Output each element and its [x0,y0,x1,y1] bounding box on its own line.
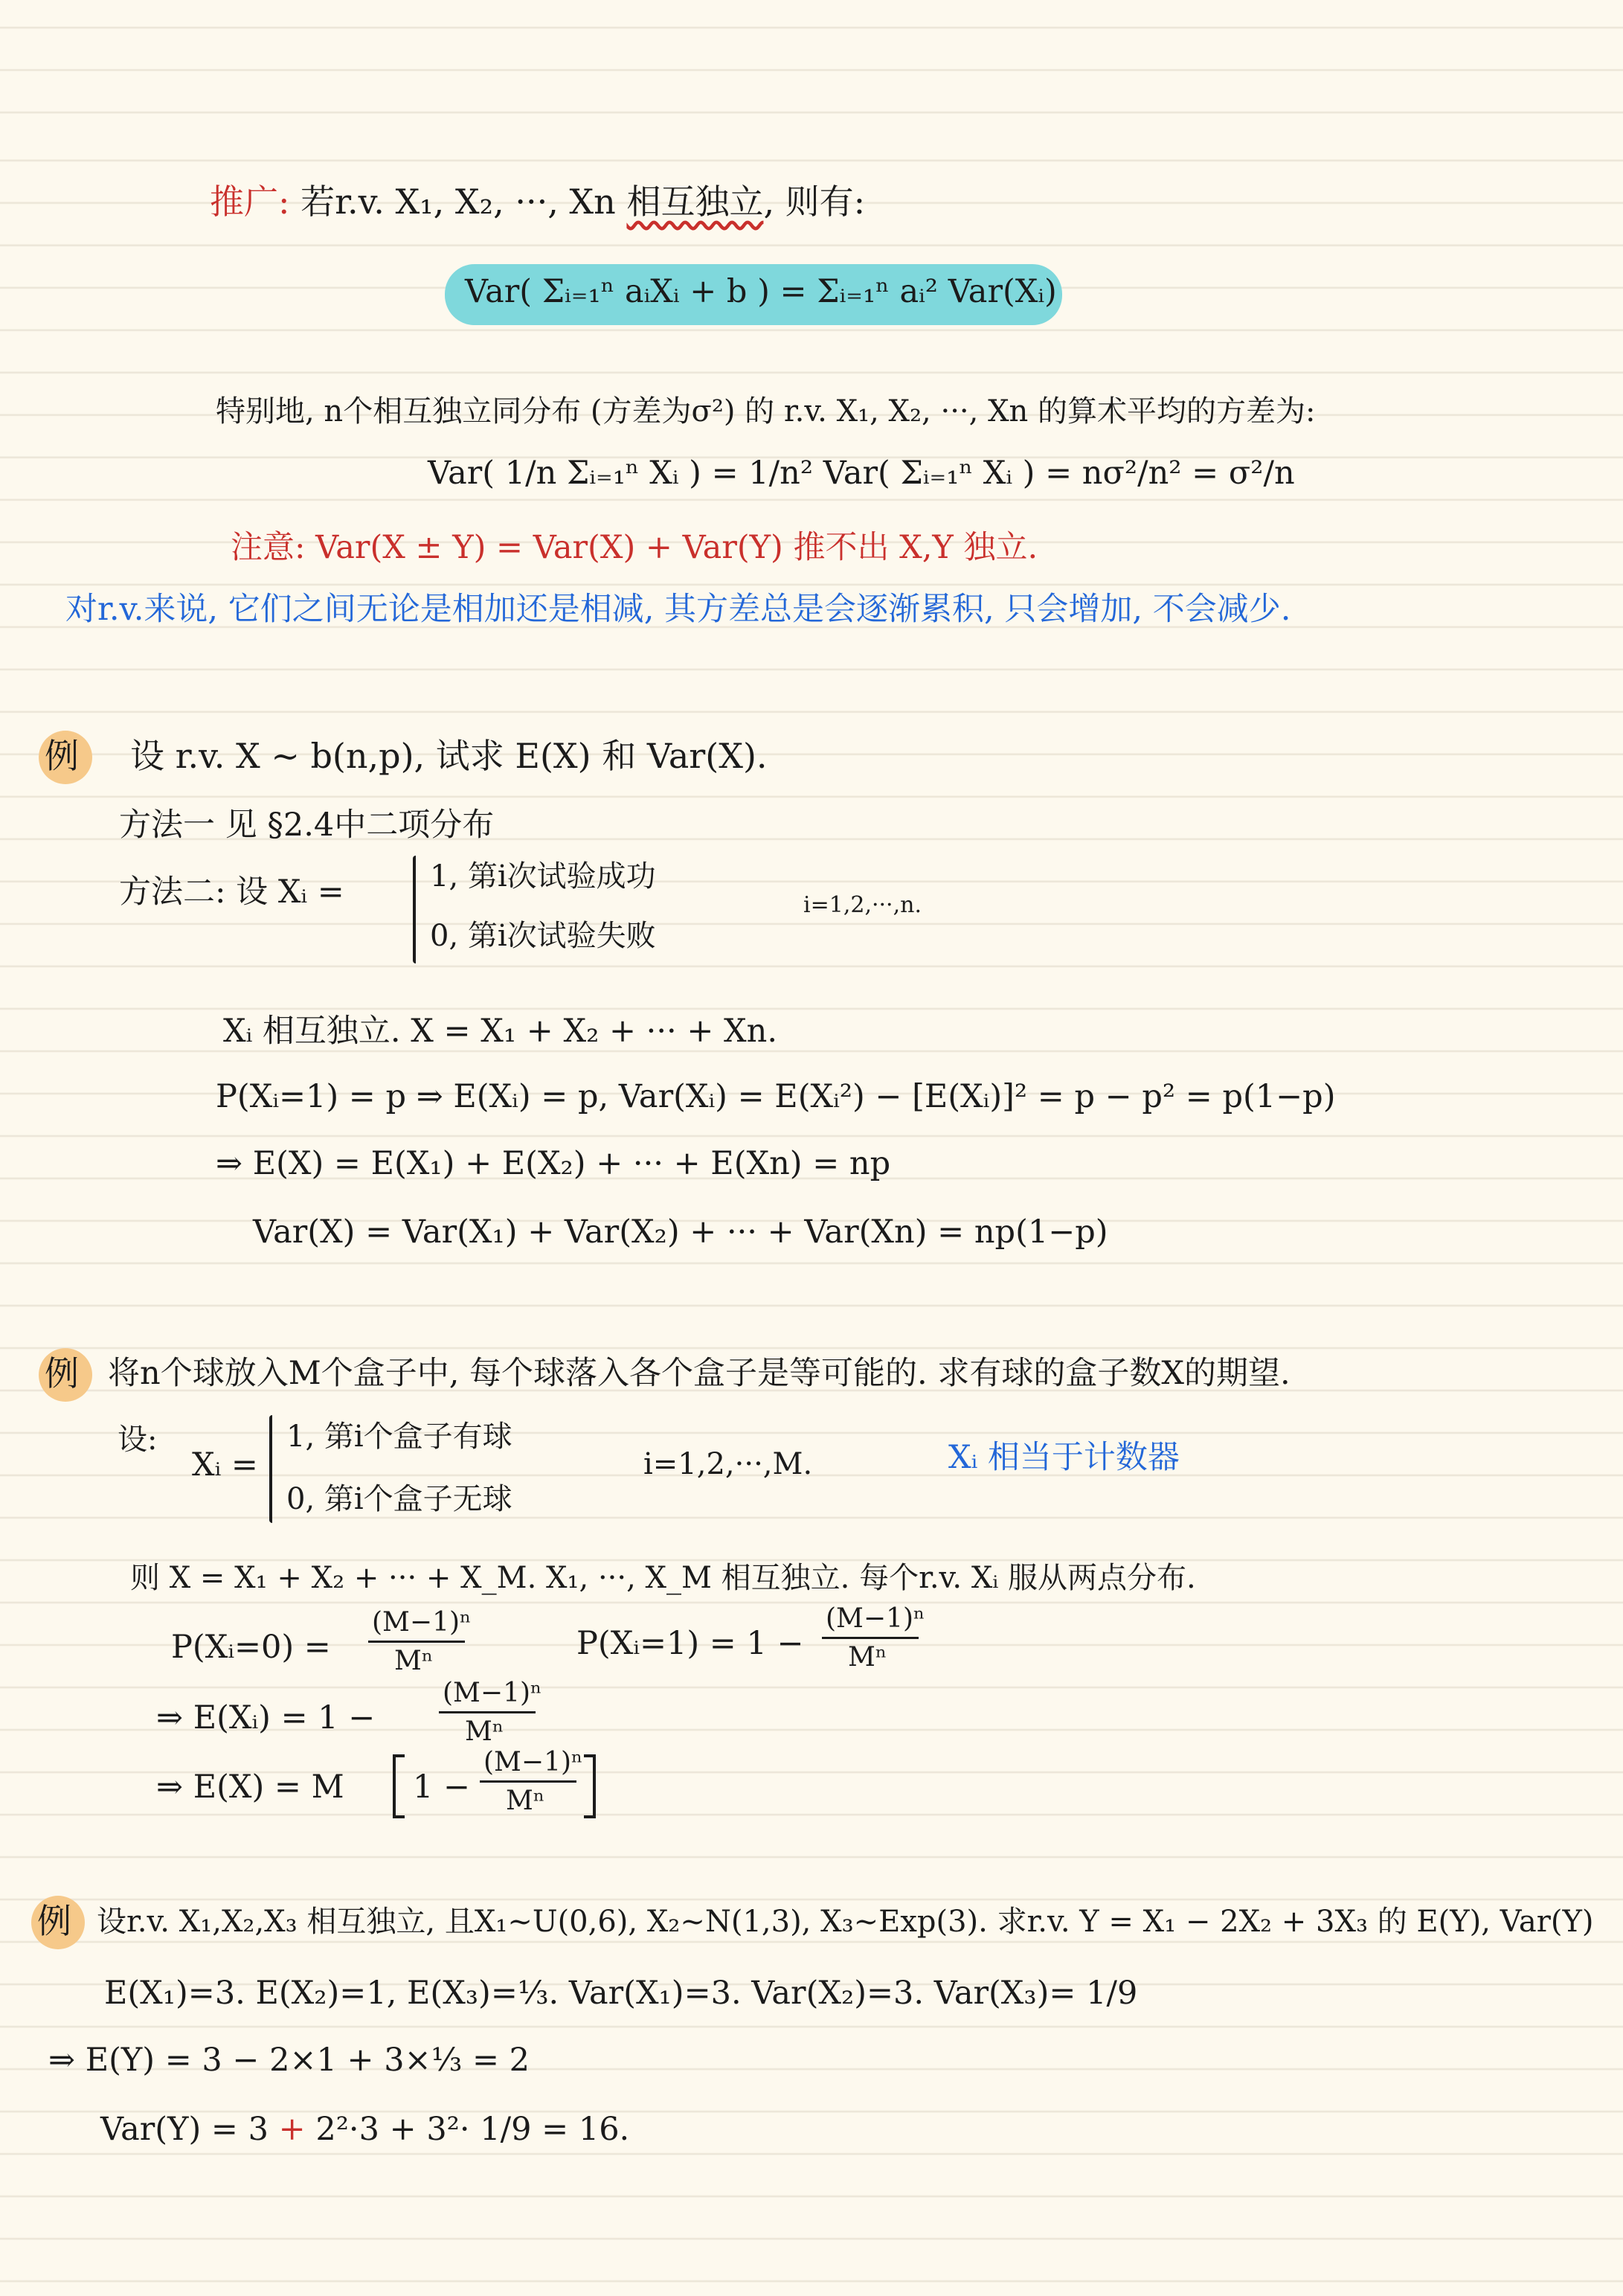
example-badge-3-text: 例 [37,1901,71,1941]
example3-line-expectation: ⇒ E(Y) = 3 − 2×1 + 3×⅓ = 2 [48,2042,530,2079]
example2-p0-num: (M−1)ⁿ [372,1607,472,1638]
example3-variance-red-plus: + [278,2111,306,2148]
example1-title: 设 r.v. X ~ b(n,p), 试求 E(X) 和 Var(X). [130,736,768,776]
example2-p1-fraction-bar [822,1637,919,1639]
note-line [231,530,1038,566]
example2-set-label: 设: [118,1423,158,1457]
example2-exi-num: (M−1)ⁿ [443,1678,542,1708]
example3-variance-part-a: Var(Y) = 3 [100,2111,279,2148]
generalization-intro-end: , 则有: [763,182,866,222]
example1-brace [413,856,416,963]
example2-p1-lhs: P(Xᵢ=1) = 1 − [576,1625,804,1662]
example2-ex-inner: 1 − [413,1769,471,1806]
example1-case-failure: 0, 第i次试验失败 [430,919,656,953]
example1-method2-label: 方法二: 设 Xᵢ = [119,873,344,911]
example1-method1: 方法一 见 §2.4中二项分布 [119,807,495,844]
note-label: 注意: [231,529,306,566]
example2-ex-lhs: ⇒ E(X) = M [156,1769,344,1806]
special-case-text: 特别地, n个相互独立同分布 (方差为σ²) 的 r.v. X₁, X₂, ···, Xn 的算术平均的方差为: [216,394,1316,429]
example1-index-range: i=1,2,···,n. [803,892,922,918]
example2-case-no-ball: 0, 第i个盒子无球 [286,1482,512,1516]
independence-underlined: 相互独立 [626,182,764,222]
example2-p0-fraction-bar [368,1641,465,1643]
note-text: Var(X ± Y) = Var(X) + Var(Y) 推不出 X,Y 独立. [315,529,1038,566]
example3-line-variance [100,2111,629,2148]
example2-brace [269,1415,272,1523]
example1-line-expectation-xi: P(Xᵢ=1) = p ⇒ E(Xᵢ) = p, Var(Xᵢ) = E(Xᵢ²) − [E(Xᵢ)]² = p − p² = p(1−p) [216,1078,1336,1115]
example2-p0-den: Mⁿ [394,1646,434,1676]
generalization-intro: 若r.v. X₁, X₂, ···, Xn [301,182,627,222]
example1-line-expectation-x: ⇒ E(X) = E(X₁) + E(X₂) + ··· + E(Xn) = np [216,1145,891,1182]
example2-left-bracket [393,1754,405,1818]
example3-variance-part-b: 2²·3 + 3²· 1/9 = 16. [305,2111,630,2148]
example2-counter-note: Xᵢ 相当于计数器 [948,1439,1180,1476]
example2-title: 将n个球放入M个盒子中, 每个球落入各个盒子是等可能的. 求有球的盒子数X的期望. [108,1355,1291,1392]
example1-line-independence: Xᵢ 相互独立. X = X₁ + X₂ + ··· + Xn. [223,1013,778,1050]
example3-title: 设r.v. X₁,X₂,X₃ 相互独立, 且X₁~U(0,6), X₂~N(1,3), X₃~Exp(3). 求r.v. Y = X₁ − 2X₂ + 3X₃ 的 E(Y), Var(Y) [97,1905,1594,1939]
example2-right-bracket [584,1754,596,1818]
example-badge-2-text: 例 [45,1353,79,1394]
example2-ex-den: Mⁿ [506,1786,545,1816]
example1-case-success: 1, 第i次试验成功 [430,859,656,894]
generalization-label: 推广: [210,182,290,222]
example2-ex-num: (M−1)ⁿ [483,1747,583,1777]
example2-exi-fraction-bar [439,1711,536,1713]
example1-line-variance-x: Var(X) = Var(X₁) + Var(X₂) + ··· + Var(Xn) = np(1−p) [253,1213,1108,1251]
example2-p1-den: Mⁿ [848,1642,887,1673]
example2-case-has-ball: 1, 第i个盒子有球 [286,1420,512,1454]
example2-exi-den: Mⁿ [465,1716,504,1747]
example3-line-moments: E(X₁)=3. E(X₂)=1, E(X₃)=⅓. Var(X₁)=3. Var(X₂)=3. Var(X₃)= 1/9 [104,1975,1138,2012]
example2-p0-lhs: P(Xᵢ=0) = [171,1629,331,1666]
blue-comment: 对r.v.来说, 它们之间无论是相加还是相减, 其方差总是会逐渐累积, 只会增加, 不会减少. [65,591,1291,628]
example2-ex-fraction-bar [480,1780,576,1783]
sample-mean-variance-formula: Var( 1/n Σᵢ₌₁ⁿ Xᵢ ) = 1/n² Var( Σᵢ₌₁ⁿ Xᵢ ) = nσ²/n² = σ²/n [428,455,1295,492]
example2-index-range: i=1,2,···,M. [643,1447,813,1481]
example2-p1-num: (M−1)ⁿ [826,1603,925,1634]
variance-sum-formula: Var( Σᵢ₌₁ⁿ aᵢXᵢ + b ) = Σᵢ₌₁ⁿ aᵢ² Var(Xᵢ) [465,273,1057,310]
example2-xi-label: Xᵢ = [192,1446,258,1484]
example-badge-1-text: 例 [45,736,79,776]
example2-exi-lhs: ⇒ E(Xᵢ) = 1 − [156,1699,376,1737]
generalization-line [210,182,865,222]
example2-line-sum: 则 X = X₁ + X₂ + ··· + X_M. X₁, ···, X_M 相互独立. 每个r.v. Xᵢ 服从两点分布. [130,1561,1196,1595]
